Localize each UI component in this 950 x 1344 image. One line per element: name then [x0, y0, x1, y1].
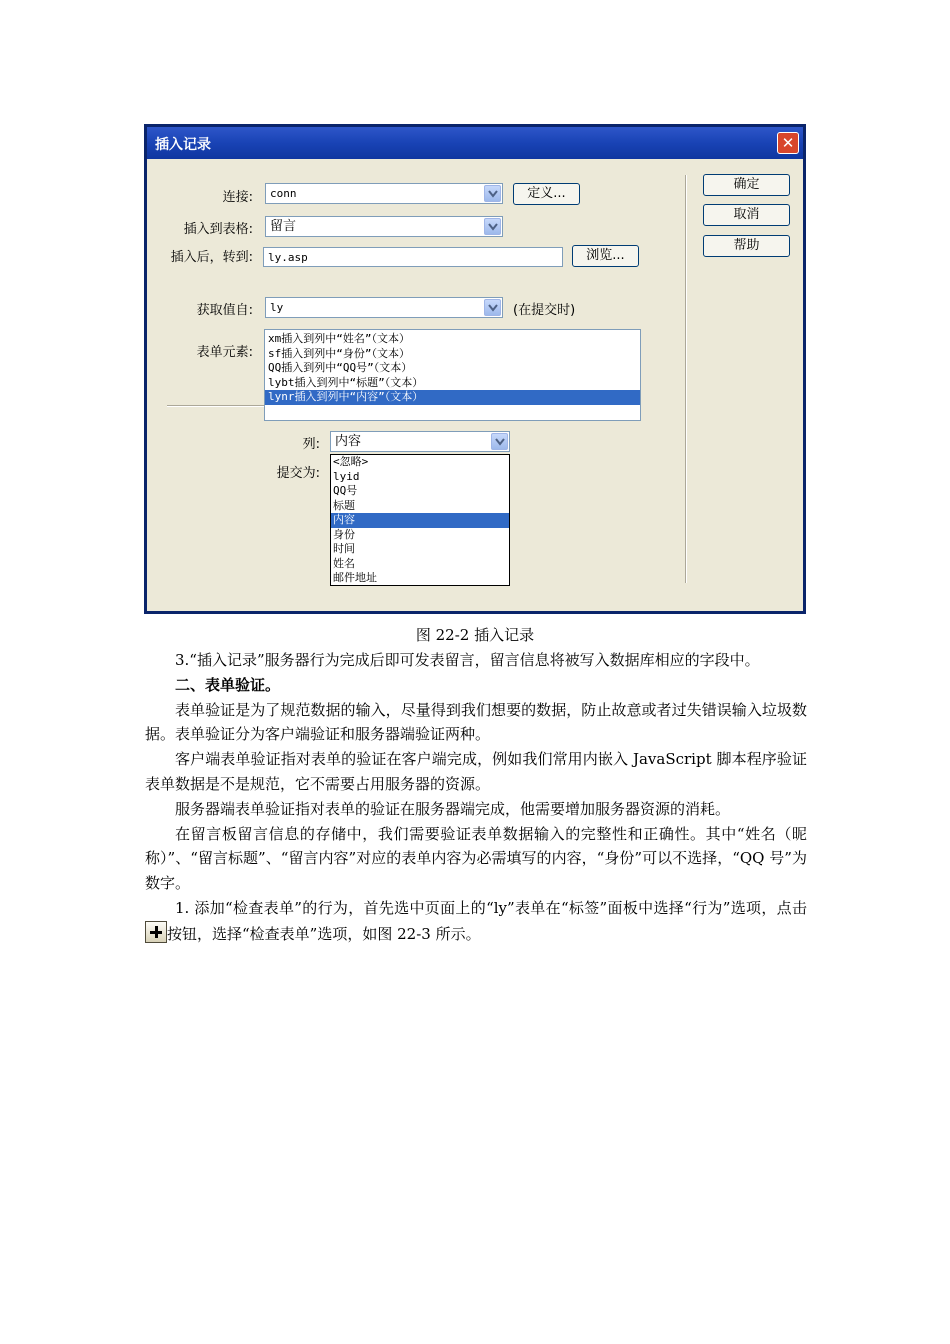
close-button[interactable]: ✕ — [777, 132, 799, 154]
figure-caption: 图 22-2 插入记录 — [415, 626, 535, 644]
dropdown-option[interactable]: lyid — [333, 469, 360, 483]
connection-select[interactable] — [265, 183, 503, 204]
list-item[interactable]: QQ插入到列中“QQ号”（文本） — [268, 361, 413, 374]
column-label: 列: — [302, 437, 320, 452]
insert-record-dialog — [144, 124, 806, 614]
submit-as-label: 提交为: — [276, 466, 320, 481]
get-values-select[interactable] — [265, 297, 503, 318]
paragraph-part: 1. 添加“检查表单”的行为，首先选中页面上的“ly”表单在“标签”面板中选择“行为”选项，点击 — [175, 898, 807, 917]
paragraph: 3.“插入记录”服务器行为完成后即可发表留言，留言信息将被写入数据库相应的字段中。 — [175, 651, 760, 669]
insert-table-label: 插入到表格: — [183, 222, 253, 237]
dropdown-option[interactable]: QQ号 — [333, 484, 358, 497]
insert-table-select[interactable] — [265, 216, 503, 237]
dropdown-option[interactable]: 标题 — [333, 498, 355, 512]
cancel-button[interactable]: 取消 — [703, 204, 790, 226]
list-item-selected[interactable]: lynr插入到列中“内容”（文本） — [265, 390, 640, 405]
list-item[interactable]: xm插入到列中“姓名”（文本） — [268, 332, 410, 345]
get-values-label: 获取值自: — [196, 303, 253, 318]
dialog-title: 插入记录 — [155, 137, 211, 153]
redirect-label: 插入后，转到: — [170, 250, 253, 265]
paragraph: 在留言板留言信息的存储中，我们需要验证表单数据输入的完整性和正确性。其中“姓名（昵称）”、“留言标题”、“留言内容”对应的表单内容为必需填写的内容，“身份”可以不选择，“QQ 号”为数字。 — [145, 824, 807, 893]
get-values-value: ly — [270, 301, 284, 314]
form-elements-label: 表单元素: — [196, 345, 253, 360]
list-item[interactable]: lybt插入到列中“标题”（文本） — [268, 375, 424, 389]
redirect-input[interactable] — [263, 247, 563, 267]
paragraph: 表单验证是为了规范数据的输入，尽量得到我们想要的数据，防止故意或者过失错误输入垃圾数据。表单验证分为客户端验证和服务器端验证两种。 — [145, 700, 807, 744]
paragraph-part: 按钮，选择“检查表单”选项，如图 22-3 所示。 — [167, 924, 481, 943]
browse-button[interactable]: 浏览... — [572, 245, 639, 267]
dropdown-option-selected[interactable]: 内容 — [331, 513, 509, 528]
section-heading: 二、表单验证。 — [175, 675, 281, 694]
connection-value: conn — [270, 187, 297, 200]
column-dropdown-list[interactable] — [330, 454, 510, 586]
dropdown-option[interactable]: 身份 — [333, 527, 355, 541]
paragraph: 服务器端表单验证指对表单的验证在服务器端完成，他需要增加服务器资源的消耗。 — [175, 799, 731, 818]
paragraph: 客户端表单验证指对表单的验证在客户端完成，例如我们常用内嵌入 JavaScript 脚本程序验证表单数据是不是规范，它不需要占用服务器的资源。 — [145, 750, 807, 793]
chevron-down-icon — [484, 299, 501, 316]
dialog-titlebar — [147, 127, 803, 159]
connection-label: 连接: — [222, 190, 253, 205]
document-body — [145, 648, 807, 947]
column-value: 内容 — [335, 434, 362, 449]
paragraph — [145, 896, 807, 947]
help-button[interactable]: 帮助 — [703, 235, 790, 257]
insert-table-value: 留言 — [270, 219, 297, 234]
dropdown-option[interactable]: 姓名 — [333, 556, 355, 570]
define-button[interactable]: 定义... — [513, 183, 580, 205]
chevron-down-icon — [484, 218, 501, 235]
form-elements-list[interactable] — [264, 329, 641, 421]
vertical-divider — [685, 175, 687, 583]
dropdown-option[interactable]: 时间 — [333, 542, 355, 555]
chevron-down-icon — [484, 185, 501, 202]
redirect-value: ly.asp — [268, 251, 308, 264]
dropdown-option[interactable]: <忽略> — [333, 455, 369, 468]
plus-icon — [145, 921, 167, 943]
dropdown-option[interactable]: 邮件地址 — [333, 571, 377, 584]
get-values-note: (在提交时) — [513, 303, 576, 318]
chevron-down-icon — [491, 433, 508, 450]
ok-button[interactable]: 确定 — [703, 174, 790, 196]
list-item[interactable]: sf插入到列中“身份”（文本） — [268, 346, 410, 360]
column-select[interactable] — [330, 431, 510, 452]
